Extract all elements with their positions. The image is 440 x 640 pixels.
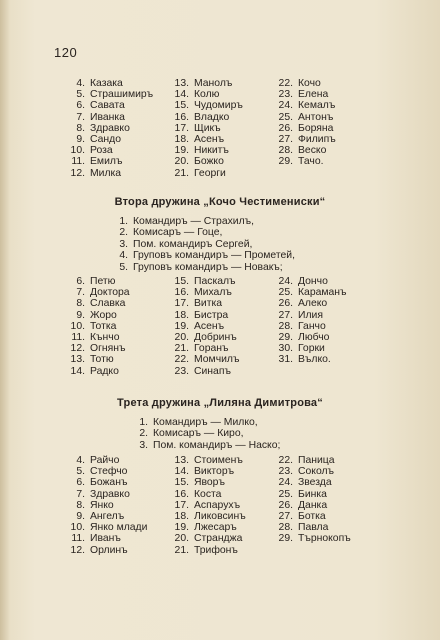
list-item-number: 6. [76, 276, 85, 287]
list-item-number: 14. [174, 89, 189, 101]
list-item-name: Яворъ [194, 477, 225, 489]
list-item-number: 13. [174, 78, 189, 89]
section-title-treta-druzhina: Трета дружина „Лиляна Димитрова“ [117, 397, 323, 409]
list-item-name: Стефчо [90, 466, 128, 478]
list-item [66, 500, 170, 511]
list-item-name: Орлинъ [90, 544, 128, 556]
name-column-2 [170, 276, 274, 377]
list-item-number: 17. [174, 122, 189, 134]
list-item-number: 22. [174, 354, 189, 366]
list-item [274, 145, 394, 156]
list-item-name: Трифонъ [194, 544, 238, 556]
list-item [170, 489, 274, 500]
list-item [170, 145, 274, 156]
list-item-name: Чудомиръ [194, 100, 243, 112]
list-item [274, 522, 394, 533]
staff-item [116, 250, 295, 261]
list-item-number: 24. [278, 276, 293, 287]
list-item-number: 15. [174, 276, 189, 287]
list-item-number: 13. [70, 354, 85, 366]
list-item [274, 298, 394, 309]
list-item [66, 298, 170, 309]
list-item-name: Аспарухъ [194, 499, 241, 511]
list-item-number: 19. [174, 320, 189, 332]
list-item-number: 12. [70, 167, 85, 179]
name-column-3 [274, 455, 394, 556]
staff-item-number: 4. [119, 250, 128, 262]
name-column-3 [274, 276, 394, 377]
list-item [274, 156, 394, 167]
list-item-number: 29. [278, 156, 293, 168]
list-item-name: Здравко [90, 122, 130, 134]
list-item [274, 276, 394, 287]
list-item-name: Емилъ [90, 156, 123, 168]
list-item [274, 134, 394, 145]
list-item [66, 332, 170, 343]
list-item-name: Здравко [90, 488, 130, 500]
list-item [66, 145, 170, 156]
list-item [66, 112, 170, 123]
list-item [274, 112, 394, 123]
name-list-vtora-druzhina [66, 276, 394, 377]
list-item [66, 511, 170, 522]
list-item-name: Роза [90, 145, 113, 157]
name-column-2 [170, 78, 274, 179]
list-item-number: 16. [174, 111, 189, 123]
list-item-number: 4. [76, 78, 85, 89]
staff-item-number: 2. [139, 428, 148, 440]
list-item [274, 310, 394, 321]
list-item-number: 11. [71, 156, 85, 168]
list-item-number: 18. [174, 511, 189, 523]
list-item-name: Дончо [298, 276, 328, 287]
staff-item [116, 227, 295, 238]
list-item-name: Асенъ [194, 134, 225, 146]
list-item [66, 89, 170, 100]
staff-item-text: Комисаръ — Киро, [153, 428, 244, 440]
list-item-number: 22. [278, 455, 293, 466]
list-item [66, 522, 170, 533]
list-item-number: 26. [278, 499, 293, 511]
staff-item [136, 417, 280, 428]
list-item-number: 26. [278, 122, 293, 134]
name-column-3 [274, 78, 394, 179]
list-item-number: 28. [278, 522, 293, 534]
list-item [274, 123, 394, 134]
page-edge-shadow [0, 0, 10, 640]
list-item-number: 6. [76, 477, 85, 489]
list-item [170, 466, 274, 477]
list-item-name: Колю [194, 89, 220, 101]
staff-item-text: Груповъ командиръ — Прометей, [133, 250, 295, 262]
list-item-name: Иванка [90, 111, 125, 123]
staff-item-text: Командиръ — Милко, [153, 417, 258, 428]
list-item-name: Паница [298, 455, 335, 466]
list-item-number: 15. [174, 477, 189, 489]
section-title-vtora-druzhina: Втора дружина „Кочо Честимениски“ [114, 196, 326, 208]
list-item-name: Щикъ [194, 122, 221, 134]
list-item-name: Никитъ [194, 145, 229, 157]
list-item-number: 15. [174, 100, 189, 112]
list-item-name: Витка [194, 298, 223, 310]
list-item-name: Жоро [90, 309, 117, 321]
list-item-name: Райчо [90, 455, 120, 466]
name-list-treta-druzhina [66, 455, 394, 556]
list-item [274, 343, 394, 354]
list-item-number: 9. [76, 511, 85, 523]
list-item-number: 30. [278, 343, 293, 355]
list-item-number: 10. [70, 320, 85, 332]
list-item [170, 78, 274, 89]
list-item [274, 466, 394, 477]
list-item-name: Божанъ [90, 477, 128, 489]
list-item-name: Асенъ [194, 320, 225, 332]
list-item [66, 156, 170, 167]
list-item [170, 123, 274, 134]
list-item [66, 321, 170, 332]
list-item-number: 11. [71, 533, 85, 545]
list-item [66, 466, 170, 477]
name-column-1 [66, 455, 170, 556]
name-column-1 [66, 78, 170, 179]
list-item-name: Паскалъ [194, 276, 236, 287]
list-item [66, 477, 170, 488]
list-item [66, 168, 170, 179]
list-item-number: 26. [278, 298, 293, 310]
list-item-name: Казака [90, 78, 123, 89]
list-item-name: Янко млади [90, 522, 148, 534]
list-item [66, 545, 170, 556]
list-item-name: Бинка [298, 488, 327, 500]
name-list-section-1 [66, 78, 394, 179]
list-item-name: Странджа [194, 533, 243, 545]
list-item [66, 287, 170, 298]
list-item [170, 455, 274, 466]
list-item-number: 27. [278, 134, 293, 146]
list-item-name: Ботка [298, 511, 326, 523]
list-item [66, 123, 170, 134]
list-item-name: Стоименъ [194, 455, 243, 466]
list-item-number: 7. [76, 287, 85, 299]
list-item-name: Горки [298, 343, 325, 355]
list-item-name: Страшимиръ [90, 89, 154, 101]
staff-item [116, 262, 295, 273]
list-item-name: Ганчо [298, 320, 326, 332]
list-item-number: 13. [174, 455, 189, 466]
list-item-name: Илия [298, 309, 323, 321]
staff-item [116, 239, 295, 250]
list-item [170, 89, 274, 100]
list-item [170, 477, 274, 488]
list-item-name: Ангелъ [90, 511, 125, 523]
list-item-number: 21. [174, 544, 189, 556]
list-item [274, 489, 394, 500]
list-item-number: 5. [76, 89, 85, 101]
list-item [170, 545, 274, 556]
list-item-number: 17. [174, 499, 189, 511]
list-item-name: Савата [90, 100, 125, 112]
list-item-number: 16. [174, 488, 189, 500]
list-item-name: Павла [298, 522, 329, 534]
list-item [170, 100, 274, 111]
list-item [170, 156, 274, 167]
staff-list-treta-druzhina [136, 417, 280, 451]
list-item-name: Георги [194, 167, 226, 179]
list-item-number: 22. [278, 78, 293, 89]
list-item-name: Боряна [298, 122, 334, 134]
list-item-number: 4. [76, 455, 85, 466]
list-item-name: Веско [298, 145, 327, 157]
list-item [66, 455, 170, 466]
list-item-number: 18. [174, 309, 189, 321]
list-item-name: Антонъ [298, 111, 334, 123]
list-item-name: Петю [90, 276, 116, 287]
list-item-name: Вълко. [298, 354, 331, 366]
list-item-number: 21. [174, 167, 189, 179]
list-item-name: Божко [194, 156, 224, 168]
list-item-name: Любчо [298, 332, 330, 344]
list-item-number: 23. [174, 365, 189, 377]
list-item-number: 12. [70, 544, 85, 556]
list-item [274, 477, 394, 488]
list-item-name: Добринъ [194, 332, 237, 344]
list-item-number: 25. [278, 287, 293, 299]
list-item [66, 310, 170, 321]
list-item-name: Сандо [90, 134, 121, 146]
list-item [274, 533, 394, 544]
list-item-name: Кочо [298, 78, 321, 89]
list-item-number: 24. [278, 100, 293, 112]
list-item [274, 100, 394, 111]
page-number: 120 [54, 45, 78, 60]
list-item-name: Филипъ [298, 134, 336, 146]
list-item-number: 19. [174, 522, 189, 534]
list-item-name: Доктора [90, 287, 130, 299]
list-item-number: 20. [174, 533, 189, 545]
list-item [170, 533, 274, 544]
staff-item-number: 1. [139, 417, 148, 428]
list-item-number: 14. [70, 365, 85, 377]
list-item [274, 500, 394, 511]
list-item-name: Янко [90, 499, 114, 511]
list-item [66, 354, 170, 365]
list-item-number: 21. [174, 343, 189, 355]
list-item-number: 11. [71, 332, 85, 344]
list-item-number: 25. [278, 111, 293, 123]
list-item-number: 23. [278, 89, 293, 101]
list-item-name: Тотка [90, 320, 117, 332]
list-item [170, 310, 274, 321]
list-item-number: 16. [174, 287, 189, 299]
list-item-name: Кемалъ [298, 100, 336, 112]
staff-item-text: Командиръ — Страхилъ, [133, 216, 255, 227]
list-item-name: Момчилъ [194, 354, 240, 366]
staff-item-number: 5. [119, 261, 128, 273]
list-item-number: 24. [278, 477, 293, 489]
list-item [66, 134, 170, 145]
list-item [66, 489, 170, 500]
list-item-number: 19. [174, 145, 189, 157]
list-item [170, 332, 274, 343]
name-column-1 [66, 276, 170, 377]
list-item-name: Бистра [194, 309, 229, 321]
staff-item [116, 216, 295, 227]
list-item-number: 18. [174, 134, 189, 146]
list-item-number: 28. [278, 320, 293, 332]
name-column-2 [170, 455, 274, 556]
list-item-number: 29. [278, 533, 293, 545]
list-item [170, 343, 274, 354]
list-item-number: 28. [278, 145, 293, 157]
list-item-name: Огнянъ [90, 343, 126, 355]
list-item-number: 6. [76, 100, 85, 112]
list-item-number: 5. [76, 466, 85, 478]
list-item-number: 12. [70, 343, 85, 355]
list-item-name: Горанъ [194, 343, 229, 355]
list-item [170, 354, 274, 365]
list-item [274, 321, 394, 332]
list-item-number: 10. [70, 522, 85, 534]
list-item [66, 78, 170, 89]
list-item [170, 276, 274, 287]
list-item-name: Манолъ [194, 78, 233, 89]
list-item [170, 321, 274, 332]
list-item-number: 31. [278, 354, 293, 366]
list-item [170, 298, 274, 309]
list-item [170, 287, 274, 298]
list-item [170, 112, 274, 123]
staff-item-number: 3. [139, 439, 148, 451]
list-item-number: 27. [278, 309, 293, 321]
list-item-name: Коста [194, 488, 222, 500]
staff-item-text: Пом. командиръ Сергей, [133, 238, 253, 250]
list-item-number: 9. [76, 309, 85, 321]
staff-item-number: 2. [119, 227, 128, 239]
list-item-name: Звезда [298, 477, 332, 489]
list-item-name: Михалъ [194, 287, 232, 299]
list-item [66, 533, 170, 544]
list-item-name: Синапъ [194, 365, 231, 377]
list-item-number: 27. [278, 511, 293, 523]
list-item [66, 343, 170, 354]
list-item [274, 455, 394, 466]
staff-item-text: Груповъ командиръ — Новакъ; [133, 261, 283, 273]
staff-list-vtora-druzhina [116, 216, 295, 273]
list-item-name: Алеко [298, 298, 328, 310]
staff-item [136, 428, 280, 439]
staff-item [136, 440, 280, 451]
list-item-name: Елена [298, 89, 329, 101]
list-item-name: Лжесаръ [194, 522, 237, 534]
list-item [274, 78, 394, 89]
list-item [274, 287, 394, 298]
list-item [274, 89, 394, 100]
list-item-number: 20. [174, 332, 189, 344]
list-item [170, 134, 274, 145]
list-item-name: Соколъ [298, 466, 335, 478]
list-item [170, 511, 274, 522]
list-item [170, 522, 274, 533]
list-item-name: Търнокопъ [298, 533, 351, 545]
list-item-name: Радко [90, 365, 119, 377]
list-item-number: 7. [76, 111, 85, 123]
staff-item-number: 3. [119, 238, 128, 250]
list-item-number: 25. [278, 488, 293, 500]
list-item-name: Викторъ [194, 466, 235, 478]
list-item-name: Иванъ [90, 533, 121, 545]
list-item-number: 20. [174, 156, 189, 168]
list-item-name: Милка [90, 167, 122, 179]
list-item [274, 354, 394, 365]
staff-item-text: Пом. командиръ — Наско; [153, 439, 281, 451]
list-item [274, 332, 394, 343]
list-item-name: Кънчо [90, 332, 120, 344]
list-item-number: 23. [278, 466, 293, 478]
staff-item-number: 1. [119, 216, 128, 227]
list-item-number: 8. [76, 298, 85, 310]
list-item-name: Тачо. [298, 156, 324, 168]
list-item-number: 29. [278, 332, 293, 344]
list-item-name: Данка [298, 499, 328, 511]
list-item [66, 276, 170, 287]
list-item-name: Славка [90, 298, 126, 310]
list-item [170, 500, 274, 511]
list-item-number: 7. [76, 488, 85, 500]
list-item [170, 366, 274, 377]
list-item-number: 10. [70, 145, 85, 157]
list-item-number: 17. [174, 298, 189, 310]
list-item-name: Владко [194, 111, 230, 123]
list-item-name: Тотю [90, 354, 114, 366]
list-item [274, 511, 394, 522]
list-item-name: Ликовсинъ [194, 511, 246, 523]
list-item-number: 8. [76, 499, 85, 511]
list-item [170, 168, 274, 179]
list-item-number: 9. [76, 134, 85, 146]
staff-item-text: Комисаръ — Гоце, [133, 227, 223, 239]
list-item-name: Караманъ [298, 287, 347, 299]
list-item [66, 100, 170, 111]
list-item [66, 366, 170, 377]
list-item-number: 14. [174, 466, 189, 478]
list-item-number: 8. [76, 122, 85, 134]
